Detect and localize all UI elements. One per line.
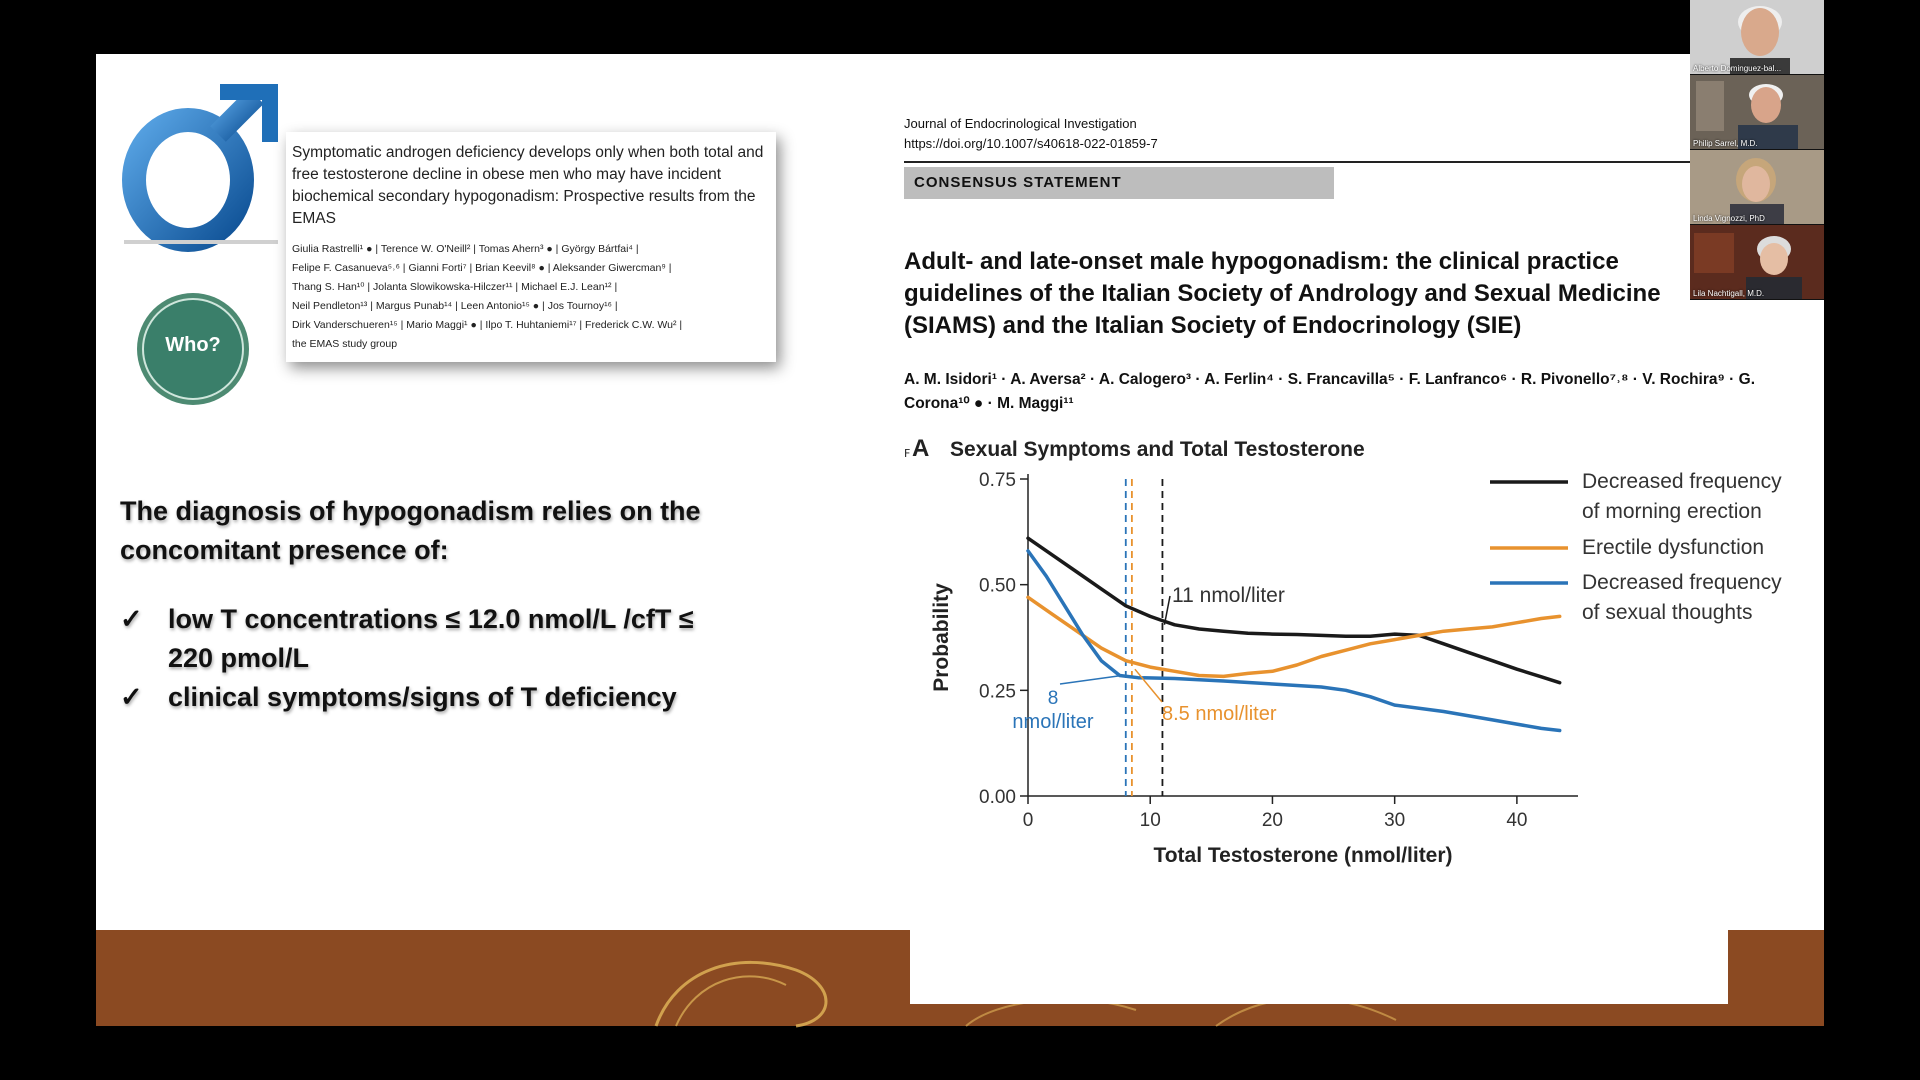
emas-paper-authors [292,240,770,354]
panel-mark: F [904,447,911,460]
video-participants-panel [1690,0,1824,300]
series-line [1028,538,1560,683]
criteria-item [120,678,740,717]
chart-panel-letter: A [912,435,930,462]
participant-tile[interactable] [1690,0,1824,75]
reference-label: 8 [1047,688,1059,709]
journal-header [904,114,1158,154]
legend-label: Decreased frequency [1582,571,1782,594]
y-tick-label: 0.00 [979,787,1016,808]
participant-tile[interactable] [1690,75,1824,150]
y-tick-label: 0.25 [979,681,1016,703]
legend-label: of sexual thoughts [1582,601,1753,624]
reference-label: 11 nmol/liter [1172,584,1285,607]
section-label: CONSENSUS STATEMENT [904,167,1334,199]
participant-video [1690,150,1824,224]
author-line: Thang S. Han¹⁰ | Jolanta Slowikowska-Hilczer¹¹ | Michael E.J. Lean¹² | [292,281,618,293]
y-axis-label: Probability [930,583,953,692]
who-badge [134,290,252,408]
series-line [1028,551,1560,731]
diagnosis-block [120,492,740,717]
participant-name: Linda Vignozzi, PhD [1693,214,1765,223]
checkmark-icon: ✓ [120,682,143,712]
male-symbol-icon [124,78,278,246]
criteria-text: clinical symptoms/signs of T deficiency [168,682,677,712]
presentation-slide [96,54,1824,1026]
criteria-item [120,600,740,678]
legend-label: Erectile dysfunction [1582,536,1765,559]
x-tick-label: 40 [1506,810,1528,831]
who-label: Who? [165,334,221,356]
emas-paper-title: Symptomatic androgen deficiency develops only when both total and free testosterone decline in obese men who may have incident biochemical secondary hypogonadism: Prospective results from the EMAS [292,144,764,227]
y-tick-label: 0.50 [979,575,1016,597]
author-line: Neil Pendleton¹³ | Margus Punab¹⁴ | Leen Antonio¹⁵ ● | Jos Tournoy¹⁶ | [292,300,618,312]
chart-svg [910,435,1782,1004]
article-authors: A. M. Isidori¹ · A. Aversa² · A. Calogero³ · A. Ferlin⁴ · S. Francavilla⁵ · F. Lanfranco⁶ · R. Pivonello⁷˒⁸ · V. Rochira⁹ · G. Corona¹⁰ ● · M. Maggi¹¹ [904,371,1756,412]
x-tick-label: 0 [1022,810,1034,831]
legend-label: Decreased frequency [1582,470,1782,493]
participant-name: Lila Nachtigall, M.D. [1693,289,1765,298]
author-line: Felipe F. Casanueva⁵˒⁶ | Gianni Forti⁷ | Brian Keevil⁸ ● | Aleksander Giwercman⁹ | [292,262,672,274]
x-tick-label: 20 [1261,810,1284,831]
article-doi: https://doi.org/10.1007/s40618-022-01859-7 [904,136,1158,151]
participant-video [1690,225,1824,299]
reference-label: nmol/liter [1012,711,1094,733]
diagnosis-heading: The diagnosis of hypogonadism relies on the concomitant presence of: [120,496,701,565]
emas-paper-card [286,132,776,362]
article-title: Adult- and late-onset male hypogonadism: the clinical practice guidelines of the Italian Society of Andrology and Sexual Medicine (SIAMS) and the Italian Society of Endocrinology (SIE) [904,248,1661,339]
participant-tile[interactable] [1690,150,1824,225]
author-line: Giulia Rastrelli¹ ● | Terence W. O'Neill² | Tomas Ahern³ ● | György Bártfai⁴ | [292,243,639,255]
legend-label: of morning erection [1582,500,1762,523]
chart-title: Sexual Symptoms and Total Testosterone [950,438,1365,461]
journal-name: Journal of Endocrinological Investigation [904,116,1137,131]
participant-video [1690,0,1824,74]
checkmark-icon: ✓ [120,604,143,634]
x-tick-label: 10 [1139,810,1161,831]
x-tick-label: 30 [1384,810,1406,831]
x-axis-label: Total Testosterone (nmol/liter) [1153,844,1453,867]
participant-name: Philip Sarrel, M.D. [1693,139,1758,148]
diagnosis-criteria-list [120,600,740,717]
participant-video [1690,75,1824,149]
testosterone-chart [910,435,1782,1004]
reference-label: 8.5 nmol/liter [1162,703,1277,725]
author-line: the EMAS study group [292,338,398,350]
criteria-text: low T concentrations ≤ 12.0 nmol/L /cfT ≤ 220 pmol/L [168,604,694,673]
reference-arrow [1060,676,1122,684]
reference-arrow [1135,669,1162,702]
participant-name: Alberto Dominguez-bal... [1693,64,1782,73]
header-rule [904,161,1784,163]
y-tick-label: 0.75 [979,470,1016,491]
participant-tile[interactable] [1690,225,1824,300]
author-line: Dirk Vanderschueren¹⁵ | Mario Maggi¹ ● | Ilpo T. Huhtaniemi¹⁷ | Frederick C.W. Wu² | [292,319,683,331]
